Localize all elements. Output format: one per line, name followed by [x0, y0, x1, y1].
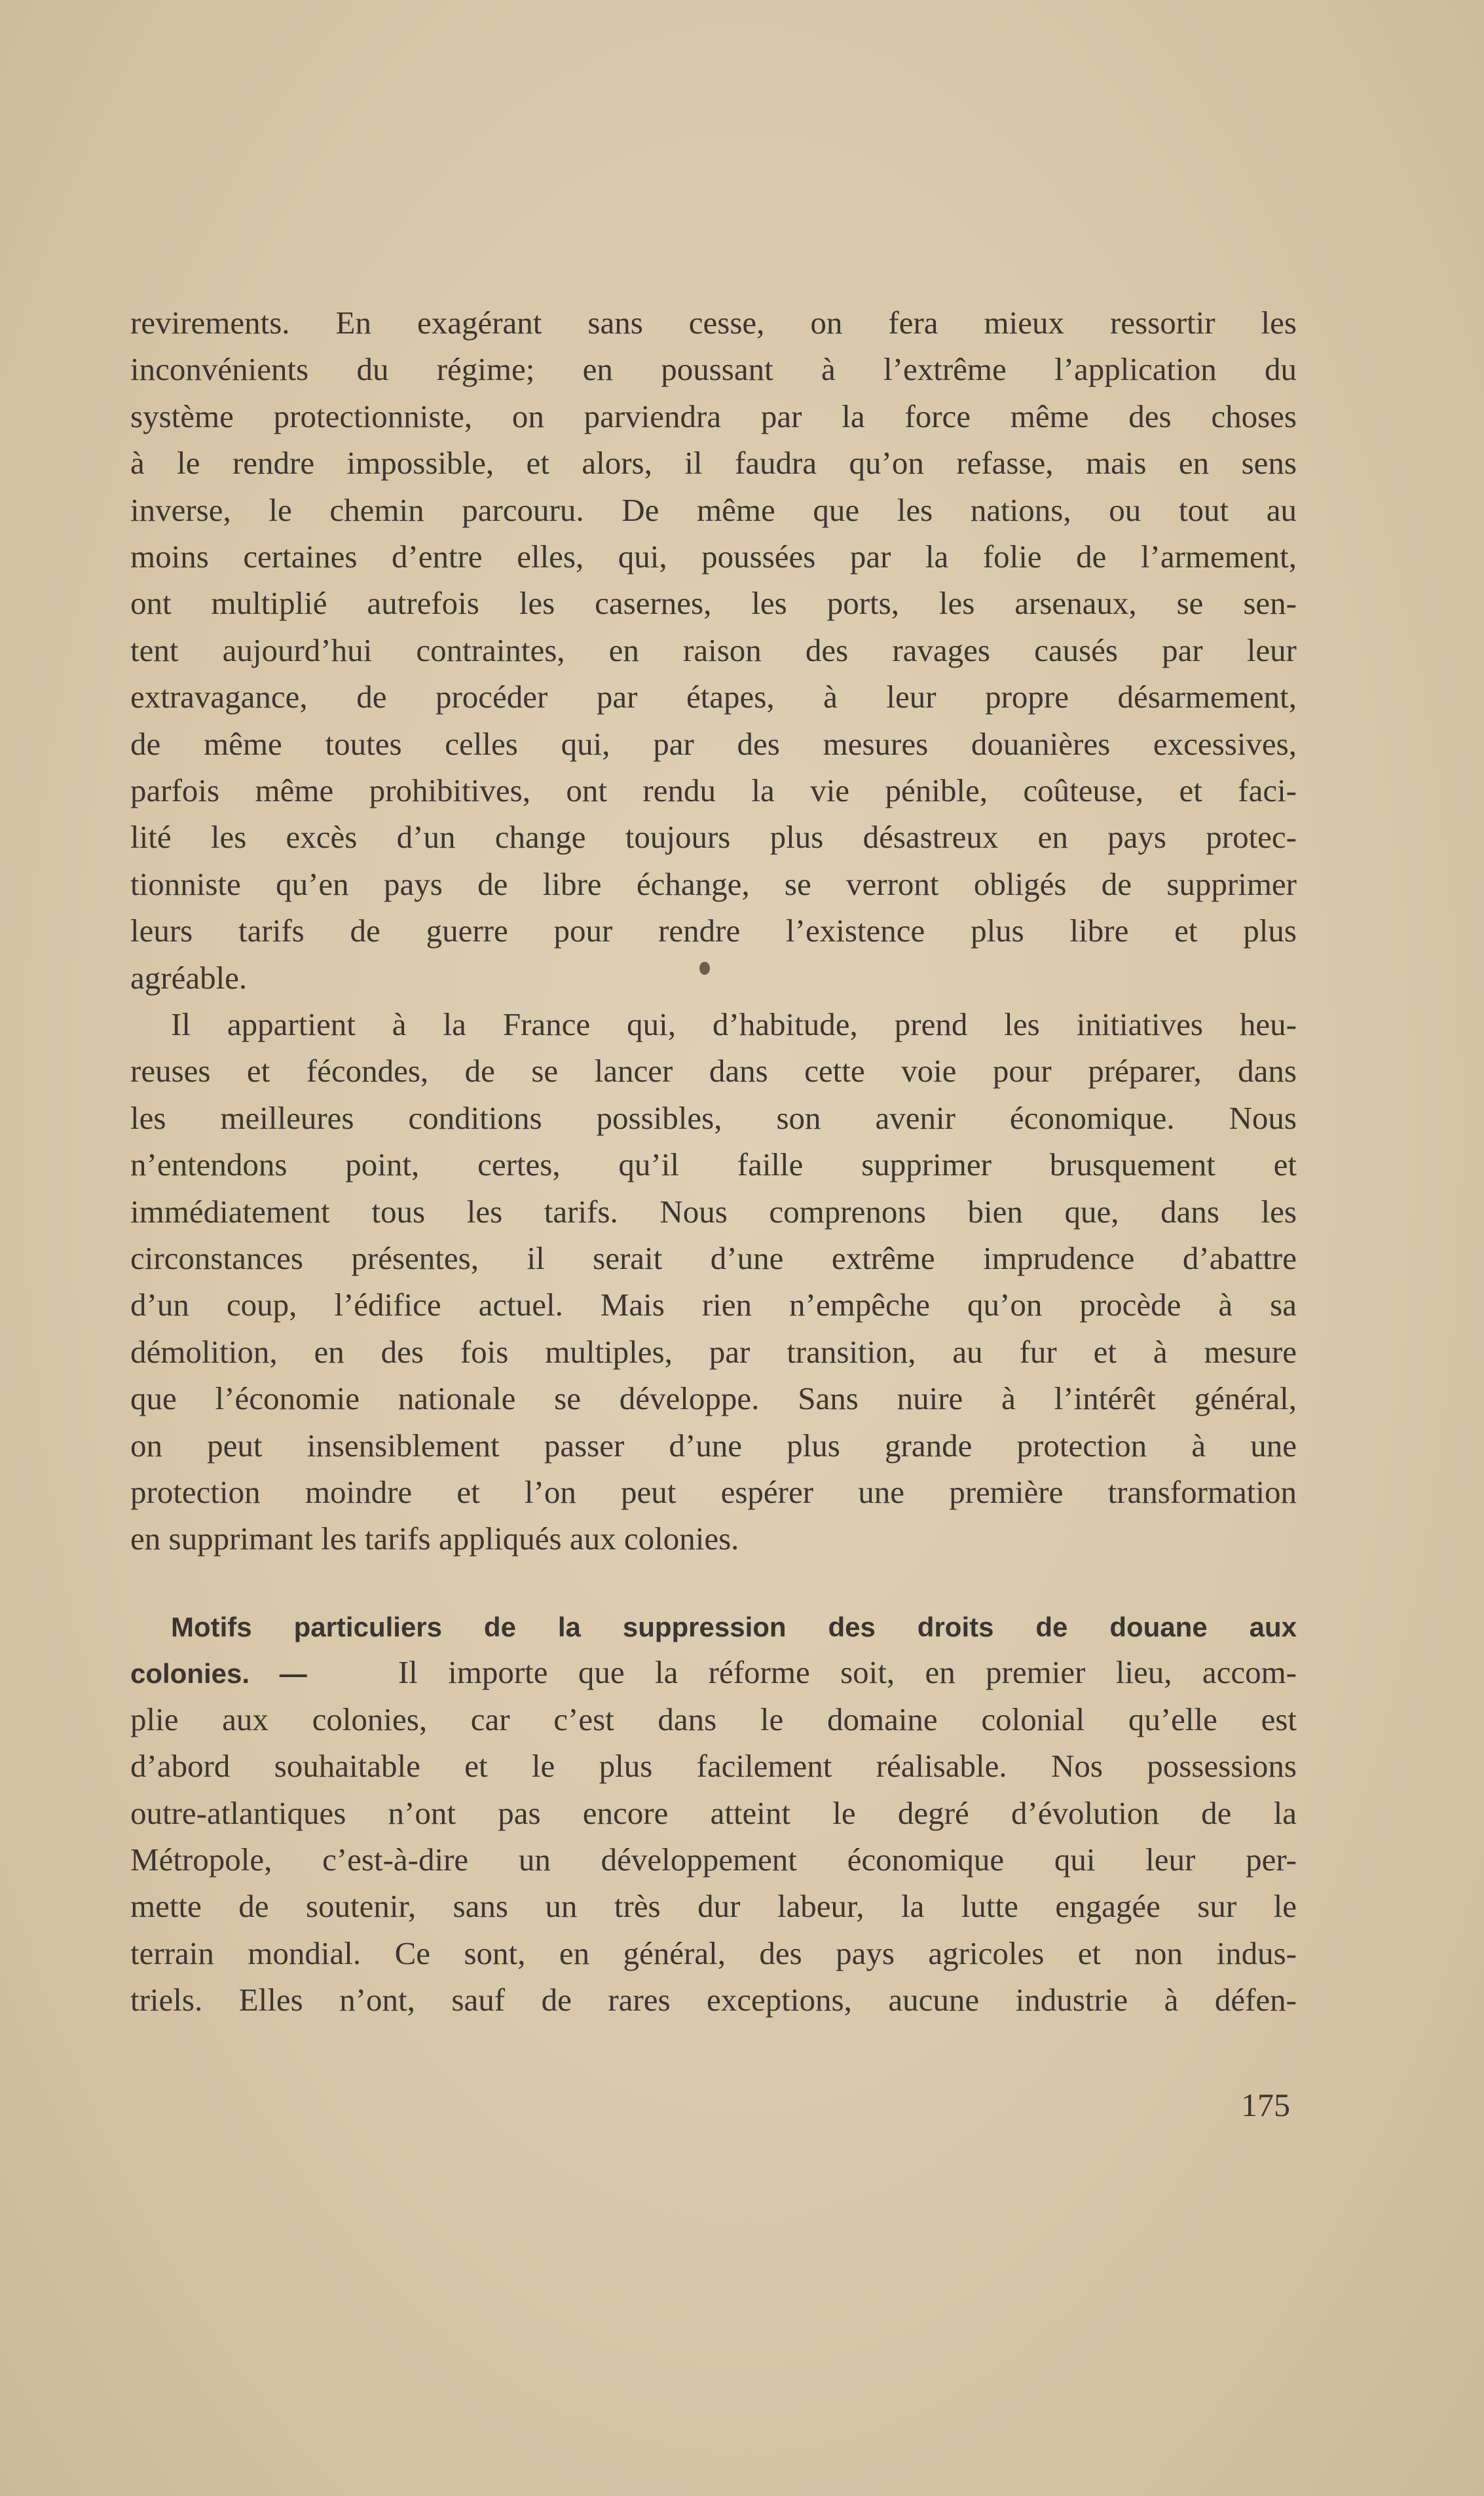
text-line: [130, 1649, 1297, 1695]
text-line: terrain mondial. Ce sont, en général, des pays agricoles et non indus-: [130, 1935, 1297, 1971]
text-line: n’entendons point, certes, qu’il faille supprimer brusquement et: [130, 1146, 1297, 1183]
ink-speck: [699, 962, 710, 975]
text-line: système protectionniste, on parviendra par la force même des choses: [130, 398, 1297, 434]
text-line: agréable.: [130, 959, 248, 996]
page-number: 175: [1241, 2087, 1290, 2123]
text-line: on peut insensiblement passer d’une plus grande protection à une: [130, 1427, 1297, 1464]
text-line: outre-atlantiques n’ont pas encore atteint le degré d’évolution de la: [130, 1794, 1297, 1831]
section-heading-text: Motifs particuliers de la suppression des droits de douane aux: [171, 1612, 1297, 1642]
text-line: d’abord souhaitable et le plus facilement réalisable. Nos possessions: [130, 1748, 1297, 1785]
text-fragment: Il importe que la réforme soit, en premier lieu, accom-: [398, 1654, 1297, 1691]
text-line: inconvénients du régime; en poussant à l’extrême l’application du: [130, 351, 1297, 388]
text-line: Métropole, c’est-à-dire un développement économique qui leur per-: [130, 1842, 1297, 1878]
text-line: extravagance, de procéder par étapes, à leur propre désarmement,: [130, 679, 1297, 715]
text-line: tionniste qu’en pays de libre échange, se verront obligés de supprimer: [130, 865, 1297, 902]
text-line: revirements. En exagérant sans cesse, on fera mieux ressortir les: [130, 305, 1297, 341]
text-line: que l’économie nationale se développe. Sans nuire à l’intérêt général,: [130, 1380, 1297, 1417]
text-line: triels. Elles n’ont, sauf de rares exceptions, aucune industrie à défen-: [130, 1982, 1297, 2018]
text-line: d’un coup, l’édifice actuel. Mais rien n’empêche qu’on procède à sa: [130, 1287, 1297, 1323]
text-line: de même toutes celles qui, par des mesures douanières excessives,: [130, 725, 1297, 762]
section-heading-text: colonies. —: [130, 1658, 307, 1690]
text-line: circonstances présentes, il serait d’une extrême imprudence d’abattre: [130, 1240, 1297, 1276]
text-line: les meilleures conditions possibles, son avenir économique. Nous: [130, 1099, 1297, 1136]
text-line: inverse, le chemin parcouru. De même que les nations, ou tout au: [130, 491, 1297, 528]
section-heading: [130, 1602, 1297, 1649]
text-line: mette de soutenir, sans un très dur labeur, la lutte engagée sur le: [130, 1888, 1297, 1925]
text-line: reuses et fécondes, de se lancer dans cette voie pour préparer, dans: [130, 1053, 1297, 1089]
text-line: plie aux colonies, car c’est dans le domaine colonial qu’elle est: [130, 1701, 1297, 1737]
text-line: tent aujourd’hui contraintes, en raison des ravages causés par leur: [130, 632, 1297, 668]
text-line: moins certaines d’entre elles, qui, poussées par la folie de l’armement,: [130, 539, 1297, 575]
text-line: immédiatement tous les tarifs. Nous comprenons bien que, dans les: [130, 1193, 1297, 1230]
text-line: en supprimant les tarifs appliqués aux colonies.: [130, 1521, 739, 1557]
text-line: parfois même prohibitives, ont rendu la vie pénible, coûteuse, et faci-: [130, 772, 1297, 808]
text-line: protection moindre et l’on peut espérer une première transformation: [130, 1474, 1297, 1510]
text-line: Il appartient à la France qui, d’habitude, prend les initiatives heu-: [171, 1006, 1297, 1042]
text-line: ont multiplié autrefois les casernes, les ports, les arsenaux, se sen-: [130, 585, 1297, 622]
text-line: leurs tarifs de guerre pour rendre l’existence plus libre et plus: [130, 913, 1297, 949]
text-line: lité les excès d’un change toujours plus désastreux en pays protec-: [130, 819, 1297, 856]
text-line: à le rendre impossible, et alors, il faudra qu’on refasse, mais en sens: [130, 445, 1297, 482]
text-line: démolition, en des fois multiples, par transition, au fur et à mesure: [130, 1333, 1297, 1370]
